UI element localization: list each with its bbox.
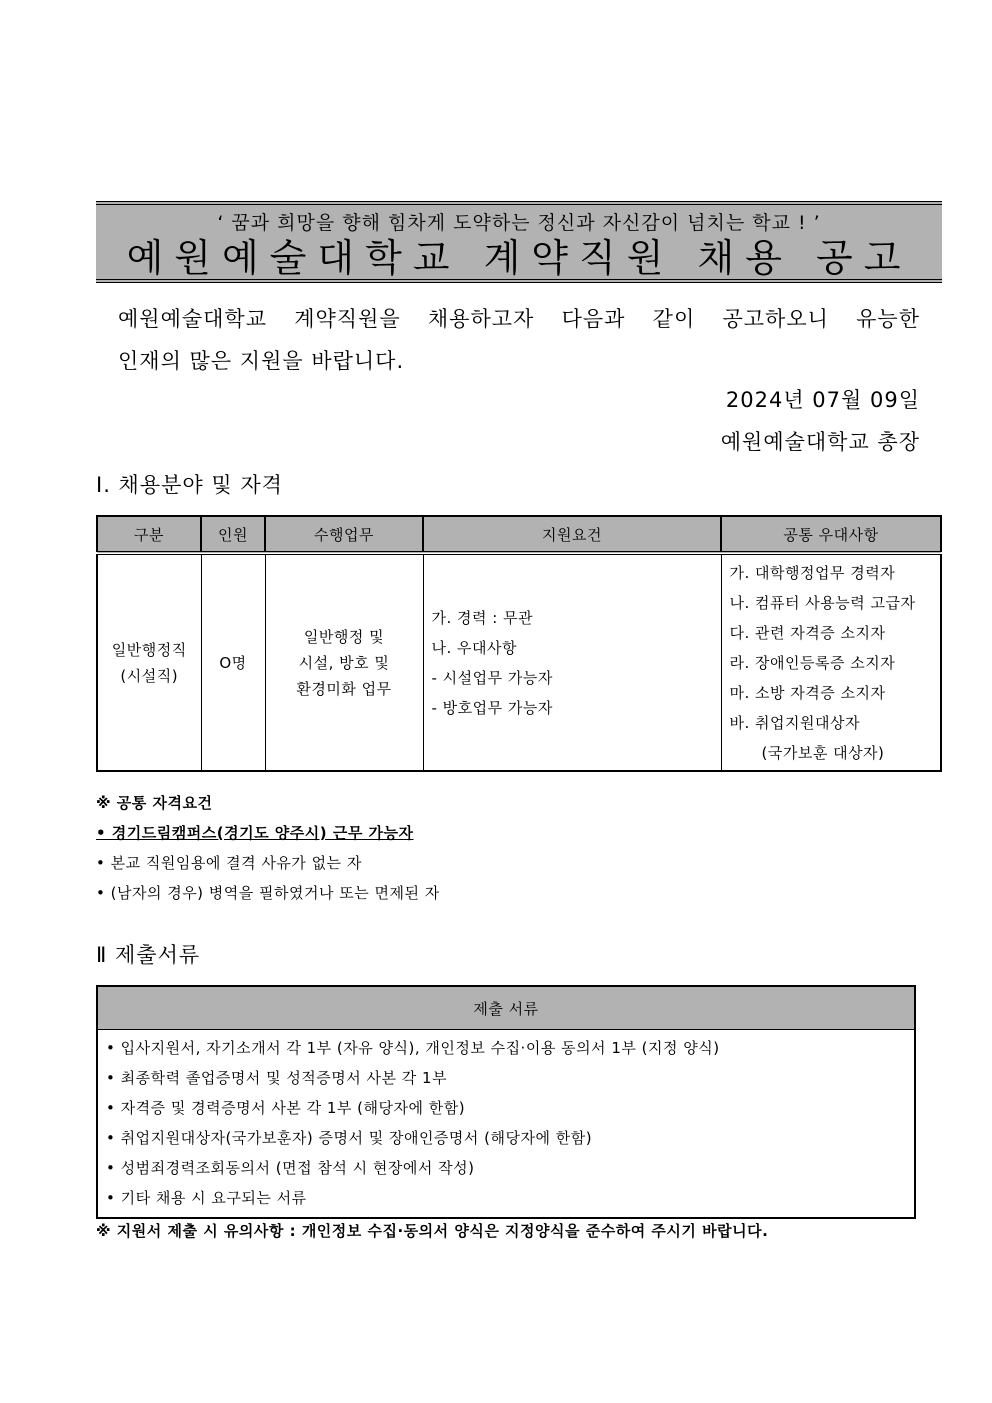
preferences-cell xyxy=(721,553,941,771)
intro-line-1: 예원예술대학교 계약직원을 채용하고자 다음과 같이 공고하오니 유능한 xyxy=(118,307,920,331)
preference-item: 마. 소방 자격증 소지자 xyxy=(729,683,886,702)
common-requirements xyxy=(96,788,440,908)
header-count: 인원 xyxy=(201,516,265,553)
requirement-item: - 방호업무 가능자 xyxy=(431,698,553,717)
list-item: • 본교 직원임용에 결격 사유가 없는 자 xyxy=(96,854,362,872)
list-item: • 최종학력 졸업증명서 및 성적증명서 사본 각 1부 xyxy=(106,1069,448,1087)
preference-item: 다. 관련 자격증 소지자 xyxy=(729,623,886,642)
list-item: • 성범죄경력조회동의서 (면접 참석 시 현장에서 작성) xyxy=(106,1159,475,1177)
documents-table xyxy=(96,985,916,1219)
submission-note: ※ 지원서 제출 시 유의사항 : 개인정보 수집·동의서 양식은 지정양식을 준수하여 주시기 바랍니다. xyxy=(96,1222,769,1240)
table-header-row xyxy=(97,986,915,1030)
preference-item: 바. 취업지원대상자 xyxy=(729,713,860,732)
intro-line-2: 인재의 많은 지원을 바랍니다. xyxy=(118,349,405,373)
duty-line: 시설, 방호 및 xyxy=(298,653,390,672)
list-item: • 취업지원대상자(국가보훈자) 증명서 및 장애인증명서 (해당자에 한함) xyxy=(106,1129,593,1147)
duty-line: 환경미화 업무 xyxy=(296,679,392,698)
section-1-title: Ⅰ. 채용분야 및 자격 xyxy=(96,473,283,497)
preference-item: 라. 장애인등록증 소지자 xyxy=(729,653,896,672)
preference-item: 가. 대학행정업무 경력자 xyxy=(729,563,896,582)
list-item: • 자격증 및 경력증명서 사본 각 1부 (해당자에 한함) xyxy=(106,1099,466,1117)
list-item: • 기타 채용 시 요구되는 서류 xyxy=(106,1189,307,1207)
category-line: 일반행정직 xyxy=(111,640,187,659)
announcement-date: 2024년 07월 09일 xyxy=(725,388,920,412)
requirement-item: 나. 우대사항 xyxy=(431,638,517,657)
duty-cell xyxy=(265,553,423,771)
requirement-item: - 시설업무 가능자 xyxy=(431,668,553,687)
header-category: 구분 xyxy=(97,516,201,553)
table-header-row xyxy=(97,516,941,553)
preference-item: 나. 컴퓨터 사용능력 고급자 xyxy=(729,593,916,612)
header-preferences: 공통 우대사항 xyxy=(721,516,941,553)
title-banner xyxy=(96,201,942,283)
documents-list xyxy=(97,1030,915,1219)
intro-paragraph xyxy=(118,298,920,382)
table-row xyxy=(97,553,941,771)
duty-line: 일반행정 및 xyxy=(303,627,385,646)
documents-header: 제출 서류 xyxy=(97,986,915,1030)
requirements-cell xyxy=(423,553,721,771)
category-cell xyxy=(97,553,201,771)
category-line: (시설직) xyxy=(120,666,179,685)
list-item: • 경기드림캠퍼스(경기도 양주시) 근무 가능자 xyxy=(96,824,414,842)
list-item: • (남자의 경우) 병역을 필하였거나 또는 면제된 자 xyxy=(96,884,440,902)
recruitment-table xyxy=(96,515,942,772)
page-title: 예원예술대학교 계약직원 채용 공고 xyxy=(126,236,912,280)
section-2-title: Ⅱ 제출서류 xyxy=(96,943,201,967)
common-requirements-title: ※ 공통 자격요건 xyxy=(96,794,213,812)
slogan: ‘ 꿈과 희망을 향해 힘차게 도약하는 정신과 자신감이 넘치는 학교 ! ’ xyxy=(217,212,821,234)
signer: 예원예술대학교 총장 xyxy=(720,430,920,454)
table-row xyxy=(97,1030,915,1219)
header-duty: 수행업무 xyxy=(265,516,423,553)
requirement-item: 가. 경력 : 무관 xyxy=(431,608,534,627)
list-item: • 입사지원서, 자기소개서 각 1부 (자유 양식), 개인정보 수집·이용 동의서 1부 (지정 양식) xyxy=(106,1039,720,1057)
preference-item: (국가보훈 대상자) xyxy=(761,743,885,762)
header-requirements: 지원요건 xyxy=(423,516,721,553)
count-cell: O명 xyxy=(201,553,265,771)
